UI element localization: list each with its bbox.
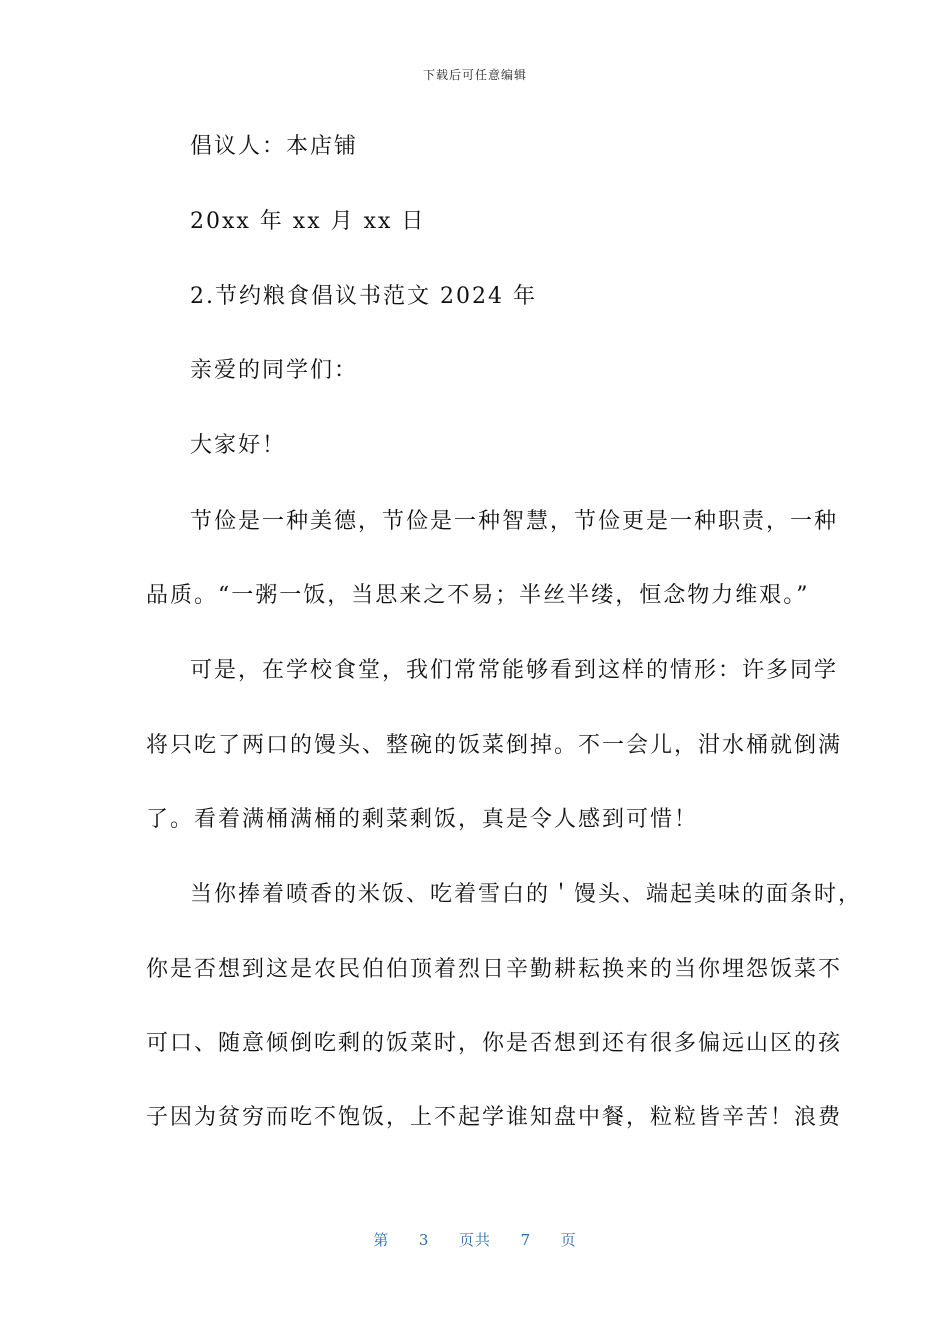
paragraph-line: 子因为贫穷而吃不饱饭，上不起学谁知盘中餐，粒粒皆辛苦！浪费 bbox=[146, 1105, 843, 1130]
page-of-label: 页共 bbox=[458, 1231, 491, 1249]
section-title: 2.节约粮食倡议书范文 2024 年 bbox=[190, 284, 537, 309]
header-note: 下载后可任意编辑 bbox=[422, 68, 527, 82]
paragraph-line: 可是，在学校食堂，我们常常能够看到这样的情形：许多同学 bbox=[190, 658, 839, 683]
paragraph-line: 品质。“一粥一饭，当思来之不易；半丝半缕，恒念物力维艰。” bbox=[146, 583, 810, 608]
page-footer bbox=[0, 1229, 950, 1250]
proposer-line: 倡议人：本店铺 bbox=[190, 134, 359, 159]
page-number: 3 bbox=[418, 1231, 430, 1249]
page-suffix: 页 bbox=[560, 1231, 577, 1249]
paragraph-line: 当你捧着喷香的米饭、吃着雪白的＇馒头、端起美味的面条时， bbox=[190, 882, 863, 907]
greeting: 大家好！ bbox=[190, 433, 287, 458]
page-label: 第 bbox=[373, 1231, 390, 1249]
paragraph-line: 可口、随意倾倒吃剩的饭菜时，你是否想到还有很多偏远山区的孩 bbox=[146, 1031, 843, 1056]
salutation: 亲爱的同学们： bbox=[190, 358, 359, 383]
paragraph-line: 了。看着满桶满桶的剩菜剩饭，真是令人感到可惜！ bbox=[146, 807, 699, 832]
paragraph-line: 你是否想到这是农民伯伯顶着烈日辛勤耕耘换来的当你埋怨饭菜不 bbox=[146, 957, 843, 982]
paragraph-line: 将只吃了两口的馒头、整碗的饭菜倒掉。不一会儿，泔水桶就倒满 bbox=[146, 733, 843, 758]
paragraph-line: 节俭是一种美德，节俭是一种智慧，节俭更是一种职责，一种 bbox=[190, 509, 839, 534]
total-pages: 7 bbox=[520, 1231, 532, 1249]
date-line: 20xx 年 xx 月 xx 日 bbox=[190, 209, 426, 234]
